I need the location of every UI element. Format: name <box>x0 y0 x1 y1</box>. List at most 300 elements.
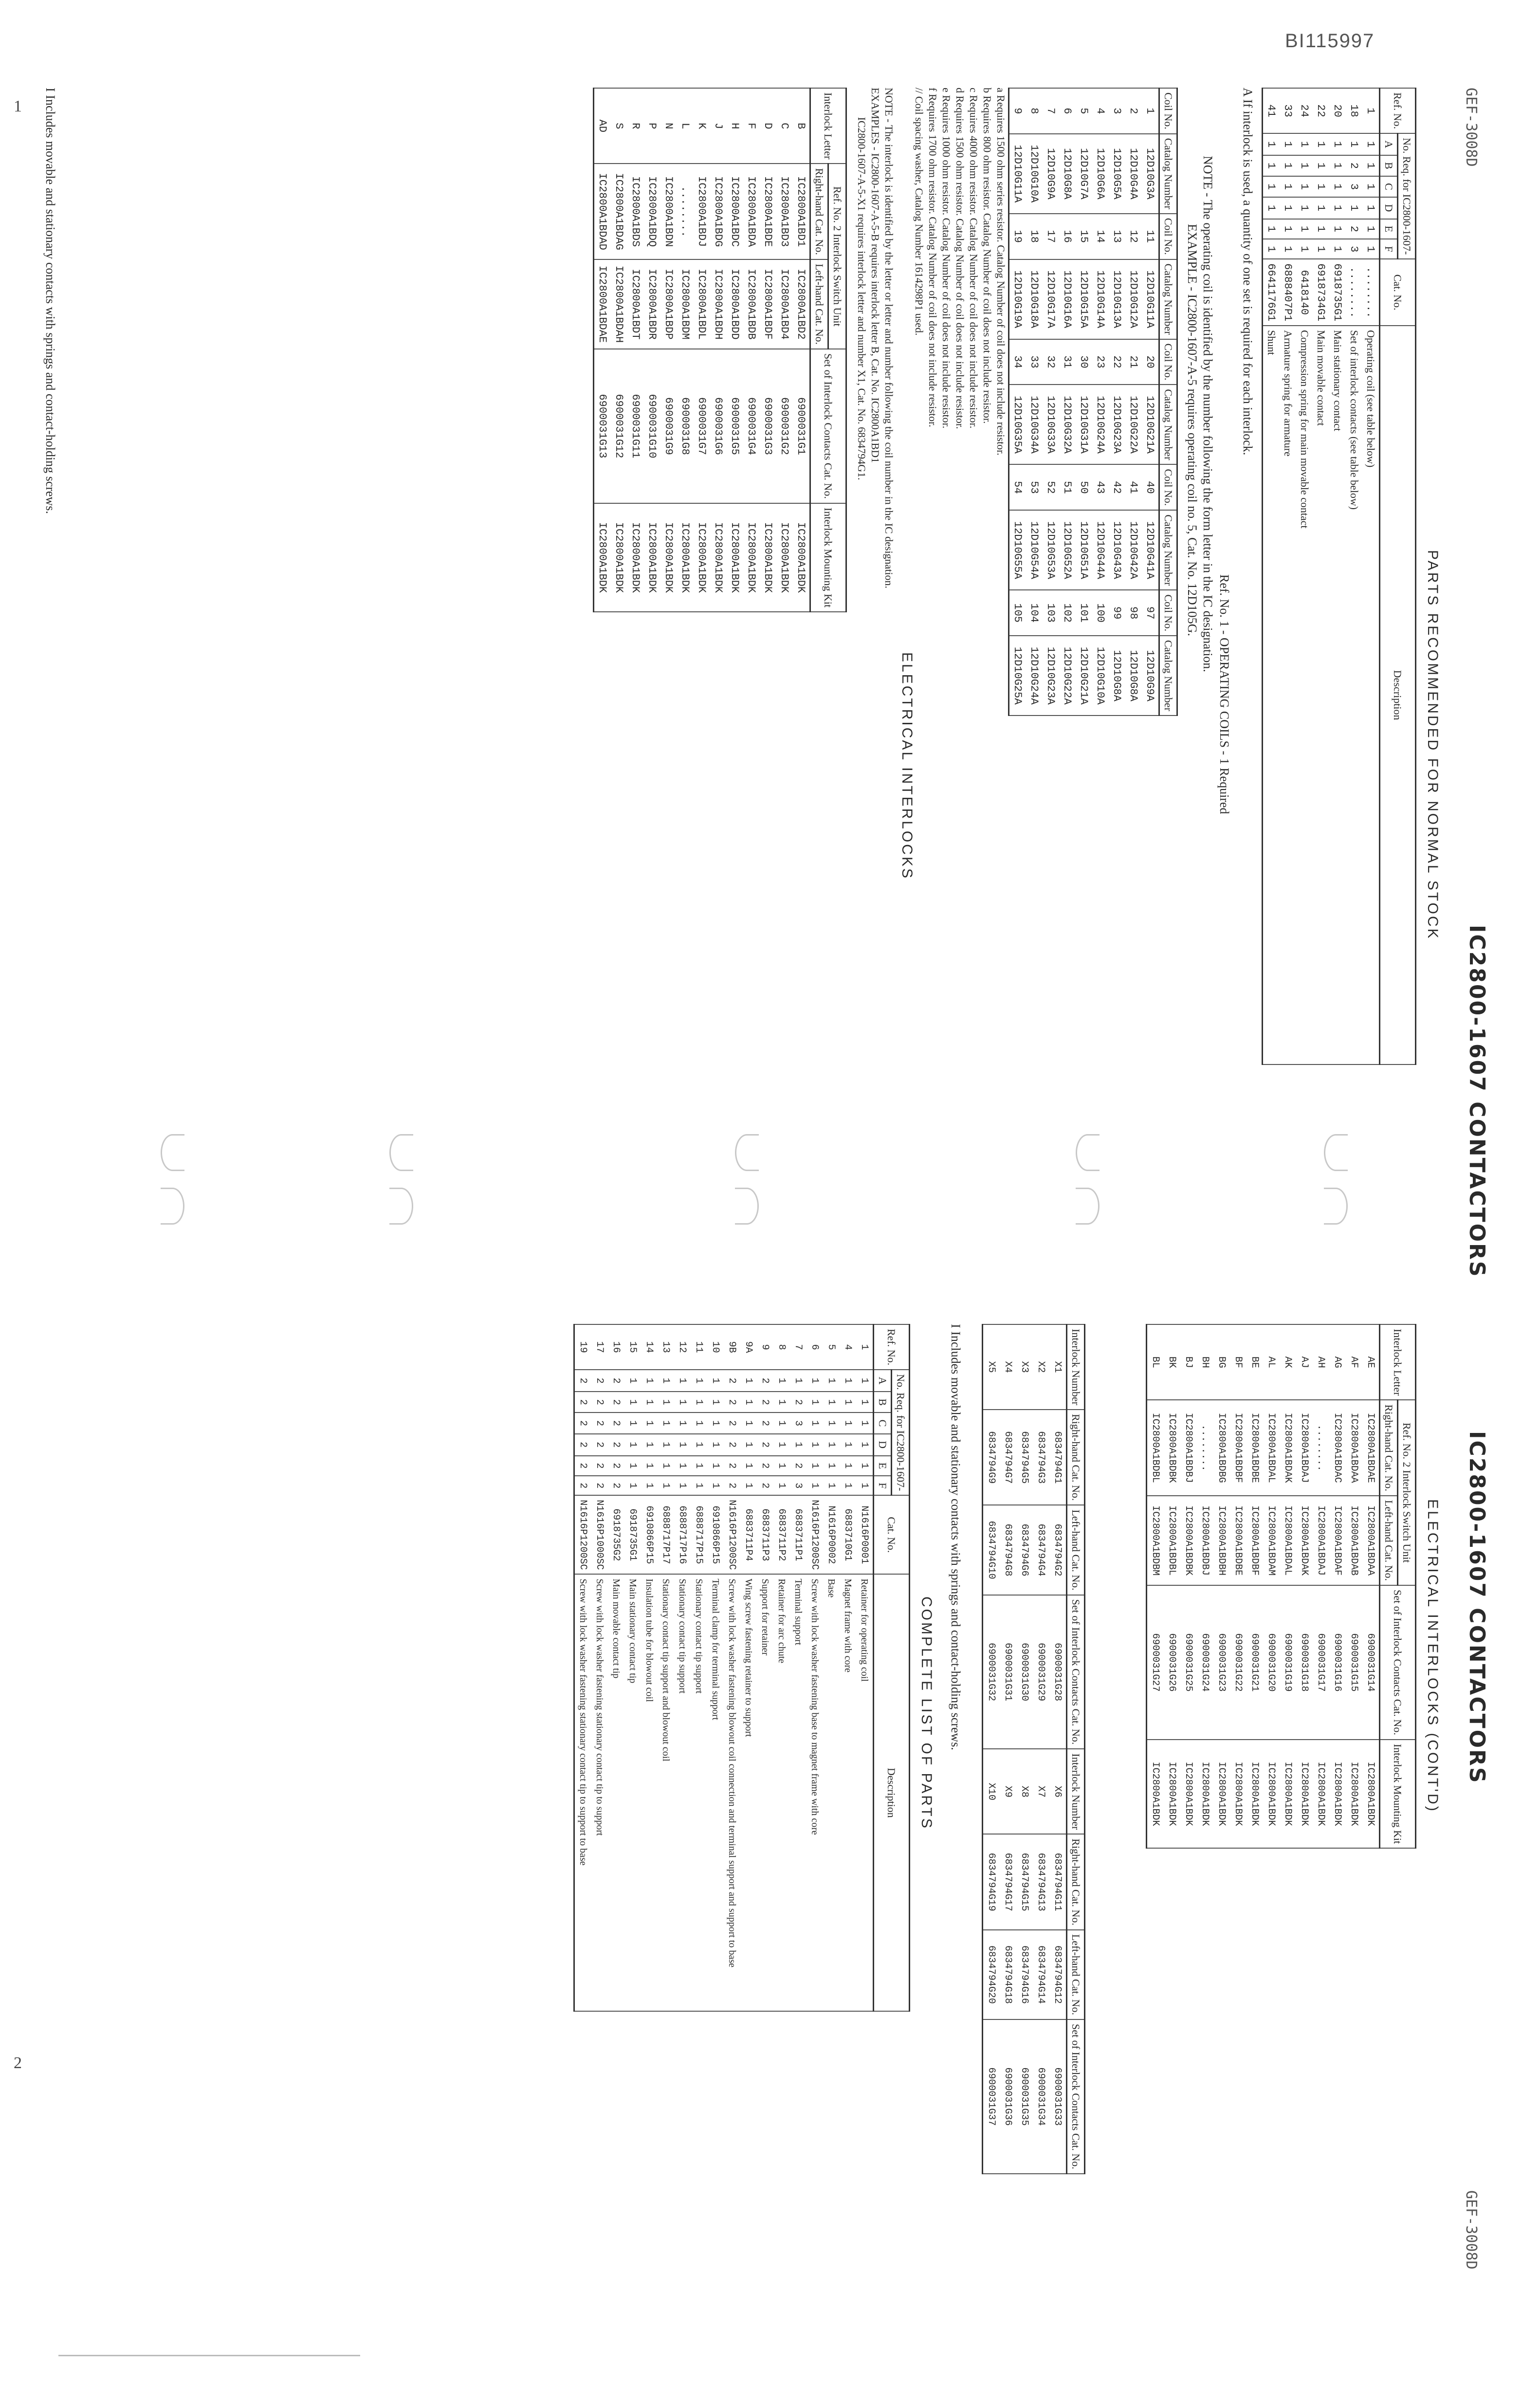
table-cell: 6900031G12 <box>611 349 627 503</box>
table-row <box>793 88 810 612</box>
table-row <box>611 88 627 612</box>
table-cell: 1 <box>773 1456 790 1476</box>
table-cell: IC2800A1BDAK <box>1296 1496 1313 1585</box>
table-cell: AD <box>594 88 611 164</box>
table-cell: 14 <box>641 1324 658 1370</box>
table-cell: IC2800A1BDR <box>644 259 660 349</box>
table-cell: IC2800A1BDBJ <box>1197 1496 1213 1585</box>
table-cell: 1 <box>856 1434 874 1456</box>
table-cell: 1 <box>1280 197 1296 219</box>
col-header: Catalog Number <box>1159 636 1177 716</box>
table-cell: X10 <box>983 1749 1000 1834</box>
table-cell: 6834794G19 <box>983 1834 1000 1929</box>
table-cell: BK <box>1164 1324 1180 1400</box>
table-cell: 12D10G15A <box>1076 259 1092 339</box>
table-row <box>694 88 710 612</box>
table-row <box>1280 88 1296 1064</box>
table-cell: 1 <box>1263 219 1280 239</box>
document-id: BI115997 <box>1285 30 1375 52</box>
table-row <box>641 1324 658 2011</box>
table-row <box>674 1324 691 2011</box>
table-cell: 1 <box>658 1434 674 1456</box>
table-cell: 2 <box>574 1476 592 1495</box>
table-cell: 43 <box>1092 464 1109 510</box>
section-title-stock: PARTS RECOMMENDED FOR NORMAL STOCK <box>1425 550 1441 940</box>
table-cell: Insulation tube for blowout coil <box>641 1574 658 2011</box>
table-cell: 2 <box>574 1413 592 1433</box>
col-header: A <box>874 1370 892 1392</box>
table-cell: 4 <box>1092 88 1109 134</box>
table-cell: IC2800A1BDAE <box>1362 1400 1380 1495</box>
table-row <box>1296 88 1313 1064</box>
table-cell: R <box>627 88 644 164</box>
table-cell: IC2800A1BD2 <box>793 259 810 349</box>
table-cell: IC2800A1BDBL <box>1164 1496 1180 1585</box>
table-cell: 18 <box>1026 214 1043 259</box>
col-header: Cat. No. <box>874 1495 910 1574</box>
table-cell: 1 <box>1362 88 1380 133</box>
table-cell: Stationary contact tip support <box>691 1574 707 2011</box>
table-cell: 6900031G1 <box>793 349 810 503</box>
table-cell: Retainer for operating coil <box>856 1574 874 2011</box>
table-cell: BJ <box>1180 1324 1197 1400</box>
table-cell: 1 <box>856 1324 874 1370</box>
binder-hole <box>389 1188 413 1225</box>
table-cell: 102 <box>1059 590 1076 636</box>
table-cell: BL <box>1147 1324 1164 1400</box>
interlock-note: NOTE - The interlock is identified by the letter or letter and number following the coil number in the IC designation. EXAMPLES - IC2800-1607-A-5-B requires interlock letter B, Cat. No. IC2800A1BD1 IC2800-1607-A-5-X1 requires interlock letter and number X1, Cat. No. 6834794G1. <box>856 88 895 589</box>
table-cell: 6834794G2 <box>1049 1505 1067 1595</box>
table-row <box>624 1324 641 2011</box>
table-cell: 1 <box>840 1456 856 1476</box>
x-footnote: I Includes movable and stationary contacts with springs and contact-holding screws. <box>949 1324 963 1750</box>
col-header: Coil No. <box>1159 88 1177 134</box>
table-cell: X7 <box>1033 1749 1049 1834</box>
table-cell: IC2800A1BD4 <box>776 259 793 349</box>
table-cell: Main stationary contact <box>1329 326 1346 1064</box>
table-cell: 3 <box>790 1413 807 1433</box>
col-header: D <box>874 1434 892 1456</box>
page-number-left: 1 <box>14 97 22 115</box>
table-cell: 6834794G7 <box>1000 1410 1016 1505</box>
table-cell: IC2800A1BDBL <box>1147 1400 1164 1495</box>
table-cell: 6 <box>807 1324 823 1370</box>
table-cell: 1 <box>624 1370 641 1392</box>
col-header: Catalog Number <box>1159 510 1177 590</box>
table-cell: Armature spring for armature <box>1280 326 1296 1064</box>
table-cell: 1 <box>624 1476 641 1495</box>
table-cell: 12D10G43A <box>1109 510 1125 590</box>
table-cell: 1 <box>807 1434 823 1456</box>
table-cell: IC2800A1BDAA <box>1362 1496 1380 1585</box>
table-row <box>856 1324 874 2011</box>
table-cell: 1 <box>691 1456 707 1476</box>
table-row <box>660 88 677 612</box>
col-header: Interlock Letter <box>1380 1324 1416 1400</box>
table-cell: Operating coil (see table below) <box>1362 326 1380 1064</box>
table-cell: 1 <box>1329 239 1346 259</box>
table-cell: 6900031G32 <box>983 1595 1000 1749</box>
table-cell: 1 <box>1296 197 1313 219</box>
table-cell: 6834794G17 <box>1000 1834 1016 1929</box>
table-cell: 1 <box>1280 219 1296 239</box>
table-cell: 1 <box>856 1476 874 1495</box>
table-cell: IC2800A1BD1 <box>793 164 810 259</box>
table-cell: 17 <box>591 1324 608 1370</box>
table-cell: AG <box>1329 1324 1346 1400</box>
table-cell: ........ <box>1313 1400 1329 1495</box>
table-cell: AF <box>1346 1324 1362 1400</box>
table-cell: 1 <box>1329 133 1346 155</box>
table-cell: 6900031G26 <box>1164 1585 1180 1740</box>
table-cell: P <box>644 88 660 164</box>
table-cell: 1 <box>1263 239 1280 259</box>
table-row <box>608 1324 624 2011</box>
table-cell: 1 <box>807 1392 823 1413</box>
col-header: Description <box>1380 326 1416 1064</box>
table-cell: ........ <box>1346 259 1362 326</box>
table-cell: IC2800A1BDBH <box>1213 1496 1230 1585</box>
table-row <box>776 88 793 612</box>
table-cell: 6883711P1 <box>790 1495 807 1574</box>
table-row <box>807 1324 823 2011</box>
table-cell: 1 <box>658 1392 674 1413</box>
table-cell: IC2800A1BDK <box>611 503 627 612</box>
table-cell: 1 <box>707 1413 724 1433</box>
table-cell: 6900031G14 <box>1362 1585 1380 1740</box>
col-header: Left-hand Cat. No. <box>1067 1930 1085 2019</box>
table-cell: 12D10G4A <box>1125 134 1142 214</box>
col-header: D <box>1380 197 1398 219</box>
table-cell: 6900031G21 <box>1247 1585 1263 1740</box>
table-cell: 6900031G35 <box>1016 2019 1033 2174</box>
table-cell: 1 <box>740 1456 757 1476</box>
table-cell: 12D10G11A <box>1009 134 1027 214</box>
table-cell: H <box>727 88 743 164</box>
col-header: Coil No. <box>1159 339 1177 385</box>
col-header: Interlock Number <box>1067 1324 1085 1410</box>
table-cell: IC2800A1BDM <box>677 259 694 349</box>
table-cell: 6900031G20 <box>1263 1585 1280 1740</box>
col-header: Left-hand Cat. No. <box>810 259 828 349</box>
table-cell: Shunt <box>1263 326 1280 1064</box>
table-cell: 6888717P17 <box>658 1495 674 1574</box>
table-cell: 6883711P2 <box>773 1495 790 1574</box>
table-cell: 5 <box>823 1324 840 1370</box>
table-cell: 12D10G33A <box>1043 385 1059 464</box>
table-cell: BG <box>1213 1324 1230 1400</box>
x-interlock-body <box>983 1324 1067 2174</box>
table-cell: IC2800A1BDK <box>1346 1740 1362 1848</box>
table-cell: 2 <box>591 1476 608 1495</box>
table-cell: 1 <box>691 1370 707 1392</box>
col-header: Set of Interlock Contacts Cat. No. <box>810 349 846 503</box>
table-cell: 1 <box>658 1370 674 1392</box>
col-header: Interlock Letter <box>810 88 846 164</box>
table-cell: 1 <box>674 1476 691 1495</box>
table-cell: 1 <box>641 1392 658 1413</box>
interlock-contd-body <box>1147 1324 1380 1848</box>
table-cell: 12D10G5A <box>1109 134 1125 214</box>
table-cell: 1 <box>1329 197 1346 219</box>
table-cell: 1 <box>1329 219 1346 239</box>
table-cell: Terminal support <box>790 1574 807 2011</box>
table-cell: IC2800A1BDD <box>727 259 743 349</box>
table-cell: X8 <box>1016 1749 1033 1834</box>
table-cell: IC2800A1BDK <box>1329 1740 1346 1848</box>
table-cell: 3 <box>1346 176 1362 197</box>
table-cell: 1 <box>1329 176 1346 197</box>
table-cell: 12D10G10A <box>1026 134 1043 214</box>
table-cell: 2 <box>724 1434 740 1456</box>
table-cell: IC2800A1BDAF <box>1329 1496 1346 1585</box>
table-cell: 1 <box>1280 133 1296 155</box>
table-cell: 1 <box>1296 219 1313 239</box>
table-cell: X4 <box>1000 1324 1016 1410</box>
table-cell: 1 <box>856 1413 874 1433</box>
col-header: Interlock Mounting Kit <box>1380 1740 1416 1848</box>
table-cell: 12D10G54A <box>1026 510 1043 590</box>
table-cell: Screw with lock washer fastening blowout coil connection and terminal support and support to base <box>724 1574 740 2011</box>
table-row <box>1147 1324 1164 1848</box>
table-cell: IC2800A1BDA <box>743 164 760 259</box>
table-cell: Terminal clamp for terminal support <box>707 1574 724 2011</box>
table-row <box>840 1324 856 2011</box>
table-cell: 1 <box>707 1476 724 1495</box>
table-cell: 9B <box>724 1324 740 1370</box>
table-cell: IC2800A1BDK <box>627 503 644 612</box>
table-cell: 16 <box>1059 214 1076 259</box>
table-row <box>627 88 644 612</box>
table-cell: 7 <box>790 1324 807 1370</box>
table-cell: 6883711P4 <box>740 1495 757 1574</box>
table-cell: 24 <box>1296 88 1313 133</box>
binder-hole <box>389 1134 413 1171</box>
table-cell: AJ <box>1296 1324 1313 1400</box>
table-cell: IC2800A1BDAL <box>1263 1400 1280 1495</box>
interlock-footnote: I Includes movable and stationary contacts with springs and contact-holding screws. <box>43 88 57 514</box>
table-cell: 6900031G17 <box>1313 1585 1329 1740</box>
table-cell: IC2800A1BDC <box>727 164 743 259</box>
table-cell: 5 <box>1076 88 1092 134</box>
table-cell: 6910866P15 <box>641 1495 658 1574</box>
table-cell: 6918734G1 <box>1313 259 1329 326</box>
table-cell: IC2800A1BDAH <box>611 259 627 349</box>
table-cell: 33 <box>1026 339 1043 385</box>
table-cell: 6834794G8 <box>1000 1505 1016 1595</box>
table-cell: 2 <box>574 1456 592 1476</box>
table-cell: 6834794G16 <box>1016 1930 1033 2019</box>
table-row <box>823 1324 840 2011</box>
table-cell: 12D10G35A <box>1009 385 1027 464</box>
table-cell: 2 <box>591 1392 608 1413</box>
table-cell: 2 <box>757 1370 773 1392</box>
table-cell: 6900031G29 <box>1033 1595 1049 1749</box>
table-row <box>1230 1324 1247 1848</box>
table-cell: Stationary contact tip support and blowout coil <box>658 1574 674 2011</box>
table-cell: 11 <box>1142 214 1159 259</box>
table-cell: 12D10G55A <box>1009 510 1027 590</box>
table-row <box>1164 1324 1180 1848</box>
table-cell: 2 <box>608 1434 624 1456</box>
table-cell: 6834794G13 <box>1033 1834 1049 1929</box>
table-cell: 2 <box>724 1476 740 1495</box>
table-cell: 12D10G23A <box>1109 385 1125 464</box>
col-group-header: Ref. No. 2 Interlock Switch Unit <box>828 164 846 349</box>
table-cell: ........ <box>1362 259 1380 326</box>
table-cell: Screw with lock washer fastening stationary contact tip to support to base <box>574 1574 592 2011</box>
table-cell: 9A <box>740 1324 757 1370</box>
table-cell: IC2800A1BDAA <box>1346 1400 1362 1495</box>
table-cell: 12D10G21A <box>1076 636 1092 716</box>
table-row <box>1346 88 1362 1064</box>
col-header: Right-hand Cat. No. <box>1067 1834 1085 1929</box>
table-cell: 12D10G8A <box>1059 134 1076 214</box>
col-header: F <box>874 1476 892 1495</box>
table-cell: IC2800A1BDK <box>1280 1740 1296 1848</box>
table-cell: 13 <box>658 1324 674 1370</box>
table-cell: 2 <box>574 1370 592 1392</box>
table-cell: 12D10G8A <box>1109 636 1125 716</box>
table-cell: 33 <box>1280 88 1296 133</box>
table-row <box>707 1324 724 2011</box>
table-cell: 2 <box>724 1413 740 1433</box>
table-cell: 1 <box>740 1392 757 1413</box>
table-cell: 42 <box>1109 464 1125 510</box>
col-group-header: No. Req. for IC2800-1607- <box>1398 133 1416 259</box>
table-row <box>594 88 611 612</box>
table-cell: IC2800A1BDAE <box>594 259 611 349</box>
table-cell: 11 <box>691 1324 707 1370</box>
table-cell: IC2800A1BDK <box>1296 1740 1313 1848</box>
table-cell: IC2800A1BDS <box>627 164 644 259</box>
table-cell: 1 <box>823 1370 840 1392</box>
table-cell: 1 <box>1362 176 1380 197</box>
table-cell: 12D10G12A <box>1125 259 1142 339</box>
table-cell: 50 <box>1076 464 1092 510</box>
table-cell: 19 <box>1009 214 1027 259</box>
table-cell: 4 <box>840 1324 856 1370</box>
table-cell: 12D10G6A <box>1092 134 1109 214</box>
parts-stock-body <box>1263 88 1380 1064</box>
col-header: Coil No. <box>1159 214 1177 259</box>
table-cell: 22 <box>1313 88 1329 133</box>
table-cell: 2 <box>790 1456 807 1476</box>
parts-note: A If interlock is used, a quantity of one set is required for each interlock. <box>1241 88 1255 456</box>
col-header: Right-hand Cat. No. <box>1067 1410 1085 1505</box>
table-cell: 2 <box>724 1392 740 1413</box>
table-cell: 1 <box>856 1392 874 1413</box>
col-header: C <box>874 1413 892 1433</box>
table-cell: 2 <box>757 1476 773 1495</box>
table-cell: Main stationary contact tip <box>624 1574 641 2011</box>
table-cell: 6418140 <box>1296 259 1313 326</box>
table-cell: 6883711P3 <box>757 1495 773 1574</box>
table-cell: IC2800A1BDBG <box>1213 1400 1230 1495</box>
col-header: Coil No. <box>1159 464 1177 510</box>
table-cell: 2 <box>608 1456 624 1476</box>
table-cell: 1 <box>641 1413 658 1433</box>
table-cell: 6888407P1 <box>1280 259 1296 326</box>
table-cell: IC2800A1BDK <box>1263 1740 1280 1848</box>
table-cell: 31 <box>1059 339 1076 385</box>
table-cell: 20 <box>1329 88 1346 133</box>
col-header: B <box>1380 155 1398 176</box>
table-cell: 12D10G8A <box>1125 636 1142 716</box>
table-cell: 8 <box>1026 88 1043 134</box>
table-cell: Screw with lock washer fastening base to magnet frame with core <box>807 1574 823 2011</box>
table-row <box>1142 88 1159 716</box>
table-cell: 1 <box>840 1476 856 1495</box>
table-cell: Support for retainer <box>757 1574 773 2011</box>
table-cell: 12D10G31A <box>1076 385 1092 464</box>
table-cell: 15 <box>1076 214 1092 259</box>
table-cell: 1 <box>1263 133 1280 155</box>
doc-code: GEF-3008D <box>1463 2190 1480 2270</box>
table-cell: F <box>743 88 760 164</box>
table-cell: 1 <box>1313 176 1329 197</box>
table-cell: 1 <box>807 1456 823 1476</box>
table-cell: 34 <box>1009 339 1027 385</box>
table-cell: 1 <box>1263 155 1280 176</box>
table-cell: 6 <box>1059 88 1076 134</box>
table-cell: 1 <box>790 1434 807 1456</box>
table-cell: 6900031G10 <box>644 349 660 503</box>
table-row <box>727 88 743 612</box>
table-cell: 23 <box>1092 339 1109 385</box>
table-cell: Stationary contact tip support <box>674 1574 691 2011</box>
table-cell: 1 <box>658 1476 674 1495</box>
table-cell: X2 <box>1033 1324 1049 1410</box>
table-cell: 6834794G5 <box>1016 1410 1033 1505</box>
table-cell: 1 <box>1313 155 1329 176</box>
table-cell: X1 <box>1049 1324 1067 1410</box>
table-cell: X5 <box>983 1324 1000 1410</box>
table-cell: 12D10G19A <box>1009 259 1027 339</box>
table-cell: 12D10G24A <box>1092 385 1109 464</box>
table-cell: 6834794G4 <box>1033 1505 1049 1595</box>
table-cell: 2 <box>591 1434 608 1456</box>
table-cell: 12D10G44A <box>1092 510 1109 590</box>
table-cell: 51 <box>1059 464 1076 510</box>
table-cell: X9 <box>1000 1749 1016 1834</box>
table-cell: ........ <box>1197 1400 1213 1495</box>
col-header: Right-hand Cat. No. <box>810 164 828 259</box>
table-cell: 1 <box>624 1434 641 1456</box>
table-cell: 1 <box>807 1476 823 1495</box>
table-cell: 1 <box>740 1476 757 1495</box>
table-cell: 10 <box>707 1324 724 1370</box>
col-group-header: No. Req. for IC2800-1607- <box>892 1370 910 1495</box>
table-cell: 6900031G11 <box>627 349 644 503</box>
table-cell: 1 <box>1313 197 1329 219</box>
table-cell: IC2800A1BDBE <box>1230 1496 1247 1585</box>
table-cell: IC2800A1BDBM <box>1147 1496 1164 1585</box>
table-cell: 6900031G9 <box>660 349 677 503</box>
table-cell: 1 <box>1329 155 1346 176</box>
table-cell: 6900031G15 <box>1346 1585 1362 1740</box>
table-cell: 6900031G16 <box>1329 1585 1346 1740</box>
table-cell: 1 <box>1296 239 1313 259</box>
table-cell: 1 <box>740 1434 757 1456</box>
table-cell: 2 <box>757 1456 773 1476</box>
coil-table <box>1008 88 1178 716</box>
table-row <box>1362 1324 1380 1848</box>
table-cell: IC2800A1BDK <box>710 503 727 612</box>
table-cell: 103 <box>1043 590 1059 636</box>
table-cell: 1 <box>707 1392 724 1413</box>
table-row <box>658 1324 674 2011</box>
